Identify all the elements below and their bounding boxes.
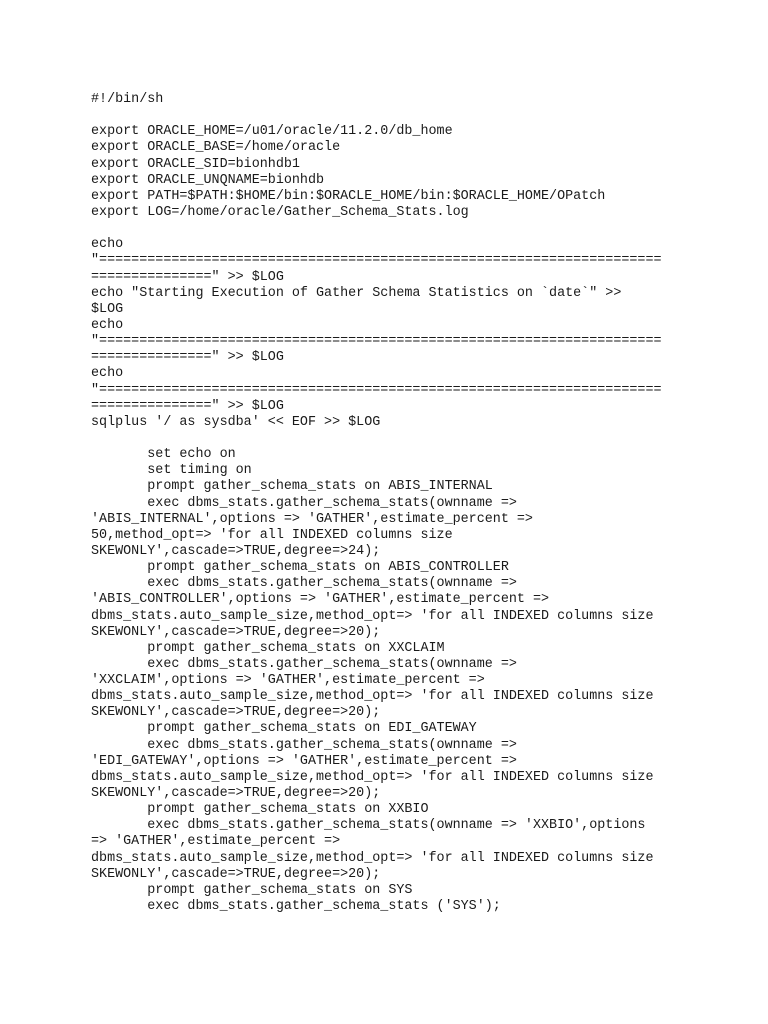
- script-line: 'ABIS_CONTROLLER',options => 'GATHER',estimate_percent =>: [91, 592, 550, 608]
- script-line: "======================================================================: [91, 382, 662, 398]
- script-line: export ORACLE_BASE=/home/oracle: [91, 140, 341, 156]
- script-line: [91, 431, 761, 447]
- script-line: echo: [91, 237, 124, 253]
- script-line: 'ABIS_INTERNAL',options => 'GATHER',estimate_percent =>: [91, 511, 533, 527]
- script-line: exec dbms_stats.gather_schema_stats(ownname =>: [91, 576, 517, 592]
- script-line: ===============" >> $LOG: [91, 350, 284, 366]
- script-line: set echo on: [91, 447, 236, 463]
- script-line: => 'GATHER',estimate_percent =>: [91, 834, 341, 850]
- script-line: "======================================================================: [91, 334, 662, 350]
- script-line: dbms_stats.auto_sample_size,method_opt=> 'for all INDEXED columns size: [91, 769, 654, 785]
- script-line: dbms_stats.auto_sample_size,method_opt=> 'for all INDEXED columns size: [91, 689, 654, 705]
- script-line: export ORACLE_HOME=/u01/oracle/11.2.0/db_home: [91, 124, 453, 140]
- script-line: prompt gather_schema_stats on SYS: [91, 882, 413, 898]
- script-line: ===============" >> $LOG: [91, 398, 284, 414]
- script-line: exec dbms_stats.gather_schema_stats(ownname => 'XXBIO',options: [91, 818, 646, 834]
- script-line: prompt gather_schema_stats on EDI_GATEWAY: [91, 721, 477, 737]
- script-line: export ORACLE_UNQNAME=bionhdb: [91, 172, 325, 188]
- script-line: prompt gather_schema_stats on ABIS_INTERNAL: [91, 479, 493, 495]
- script-line: exec dbms_stats.gather_schema_stats ('SYS');: [91, 899, 501, 915]
- script-line: export LOG=/home/oracle/Gather_Schema_Stats.log: [91, 204, 469, 220]
- script-line: exec dbms_stats.gather_schema_stats(ownname =>: [91, 495, 517, 511]
- script-line: 50,method_opt=> 'for all INDEXED columns size: [91, 527, 453, 543]
- script-line: set timing on: [91, 463, 252, 479]
- script-line: exec dbms_stats.gather_schema_stats(ownname =>: [91, 737, 517, 753]
- script-line: [91, 221, 761, 237]
- script-line: echo: [91, 366, 124, 382]
- script-line: dbms_stats.auto_sample_size,method_opt=> 'for all INDEXED columns size: [91, 608, 654, 624]
- script-line: $LOG: [91, 301, 124, 317]
- shell-script-text: [91, 92, 761, 915]
- script-line: echo "Starting Execution of Gather Schema Statistics on `date`" >>: [91, 285, 622, 301]
- script-line: ===============" >> $LOG: [91, 269, 284, 285]
- script-line: SKEWONLY',cascade=>TRUE,degree=>20);: [91, 866, 381, 882]
- script-line: exec dbms_stats.gather_schema_stats(ownname =>: [91, 656, 517, 672]
- script-line: [91, 108, 761, 124]
- script-line: export ORACLE_SID=bionhdb1: [91, 156, 300, 172]
- script-line: 'XXCLAIM',options => 'GATHER',estimate_percent =>: [91, 673, 485, 689]
- script-line: dbms_stats.auto_sample_size,method_opt=> 'for all INDEXED columns size: [91, 850, 654, 866]
- script-line: prompt gather_schema_stats on ABIS_CONTROLLER: [91, 560, 509, 576]
- script-line: #!/bin/sh: [91, 92, 164, 107]
- script-line: prompt gather_schema_stats on XXCLAIM: [91, 640, 445, 656]
- script-line: sqlplus '/ as sysdba' << EOF >> $LOG: [91, 414, 381, 430]
- script-line: 'EDI_GATEWAY',options => 'GATHER',estimate_percent =>: [91, 753, 517, 769]
- script-line: "======================================================================: [91, 253, 662, 269]
- script-line: SKEWONLY',cascade=>TRUE,degree=>24);: [91, 543, 381, 559]
- script-line: SKEWONLY',cascade=>TRUE,degree=>20);: [91, 786, 381, 802]
- script-line: SKEWONLY',cascade=>TRUE,degree=>20);: [91, 624, 381, 640]
- script-line: SKEWONLY',cascade=>TRUE,degree=>20);: [91, 705, 381, 721]
- script-line: export PATH=$PATH:$HOME/bin:$ORACLE_HOME/bin:$ORACLE_HOME/OPatch: [91, 188, 606, 204]
- script-line: prompt gather_schema_stats on XXBIO: [91, 802, 429, 818]
- script-line: echo: [91, 317, 124, 333]
